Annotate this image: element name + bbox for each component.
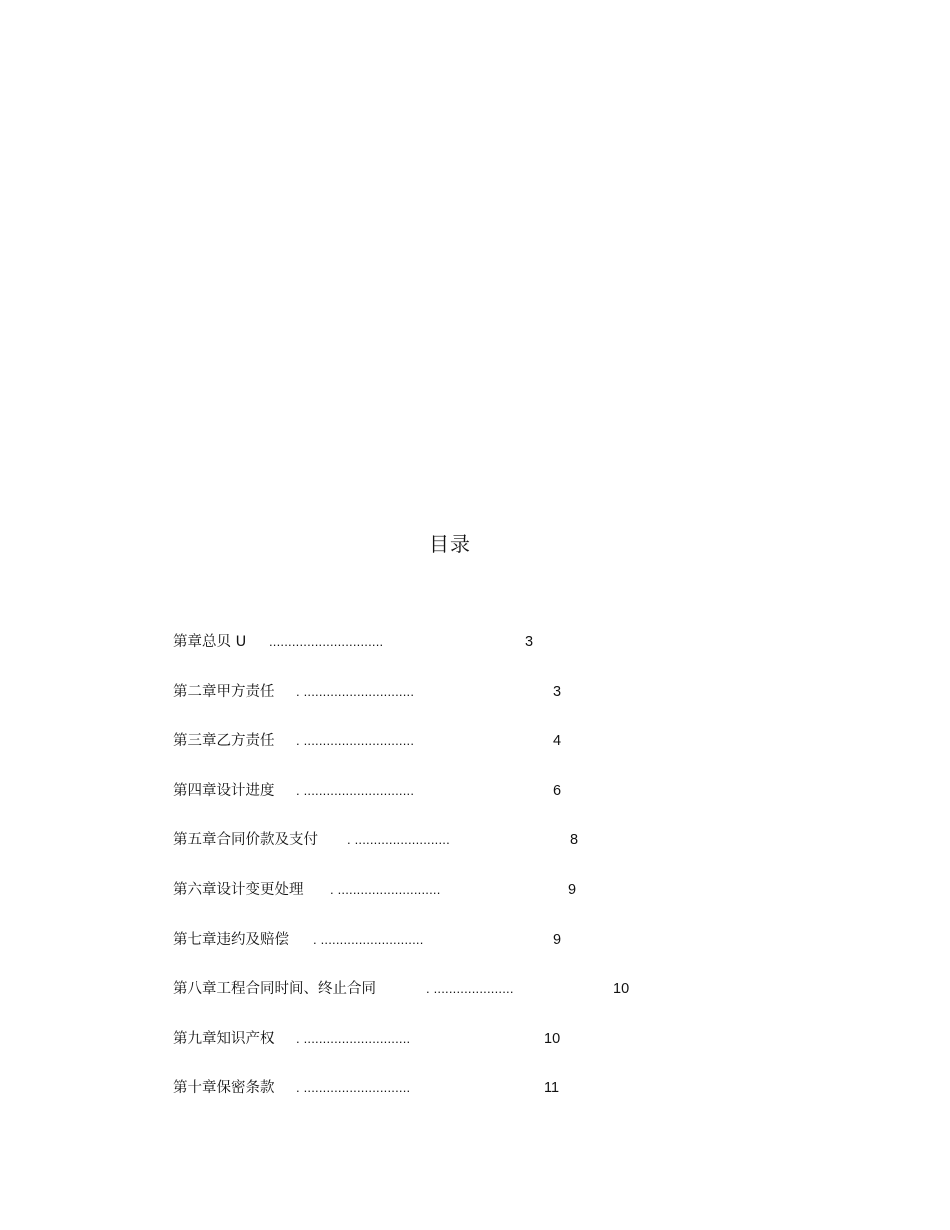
toc-entry-page-number: 9	[568, 881, 577, 898]
toc-entry-chapter-5[interactable]	[173, 828, 773, 878]
toc-entry-label: 第三章乙方责任	[173, 733, 275, 750]
page-title: 目录	[429, 532, 471, 556]
toc-entry-label: 第六章设计变更处理	[173, 881, 304, 898]
table-of-contents	[173, 630, 773, 1126]
toc-entry-chapter-9[interactable]	[173, 1027, 773, 1077]
toc-entry-page-number: 9	[553, 931, 562, 948]
toc-entry-leader-dots: . ............................	[296, 1030, 411, 1046]
toc-entry-leader-dots: . .............................	[296, 733, 415, 749]
toc-entry-label: 第九章知识产权	[173, 1030, 275, 1047]
toc-entry-page-number: 3	[553, 683, 562, 700]
toc-entry-leader-dots: . .........................	[347, 832, 450, 848]
toc-entry-leader-dots: . ...........................	[313, 931, 424, 947]
toc-entry-chapter-6[interactable]	[173, 878, 773, 928]
toc-entry-chapter-10[interactable]	[173, 1076, 773, 1126]
toc-entry-chapter-1[interactable]	[173, 630, 773, 680]
toc-entry-page-number: 6	[553, 782, 562, 799]
toc-entry-label: 第七章违约及赔偿	[173, 931, 289, 948]
toc-entry-chapter-2[interactable]	[173, 680, 773, 730]
toc-entry-chapter-8[interactable]	[173, 977, 773, 1027]
toc-entry-page-number: 8	[570, 832, 579, 849]
toc-entry-chapter-7[interactable]	[173, 928, 773, 978]
toc-entry-leader-dots: . .............................	[296, 782, 415, 798]
toc-entry-label: 第五章合同价款及支付	[173, 832, 318, 849]
toc-entry-page-number: 10	[544, 1030, 561, 1047]
toc-entry-chapter-3[interactable]	[173, 729, 773, 779]
toc-entry-label: 第二章甲方责任	[173, 683, 275, 700]
toc-entry-label: 第四章设计进度	[173, 782, 275, 799]
toc-entry-leader-dots: . .............................	[296, 683, 415, 699]
toc-entry-page-number: 3	[525, 634, 534, 650]
toc-entry-label: 第章总贝 U	[173, 634, 247, 650]
toc-entry-leader-dots: . ...........................	[330, 881, 441, 897]
toc-entry-leader-dots: . .....................	[426, 981, 514, 997]
toc-entry-leader-dots: . ............................	[296, 1080, 411, 1096]
toc-entry-chapter-4[interactable]	[173, 779, 773, 829]
toc-entry-label: 第十章保密条款	[173, 1080, 275, 1097]
toc-entry-leader-dots: ..............................	[269, 634, 384, 649]
toc-entry-page-number: 10	[613, 981, 630, 998]
toc-entry-label: 第八章工程合同时间、终止合同	[173, 981, 376, 998]
toc-entry-page-number: 4	[553, 733, 562, 750]
toc-entry-page-number: 11	[544, 1080, 560, 1097]
